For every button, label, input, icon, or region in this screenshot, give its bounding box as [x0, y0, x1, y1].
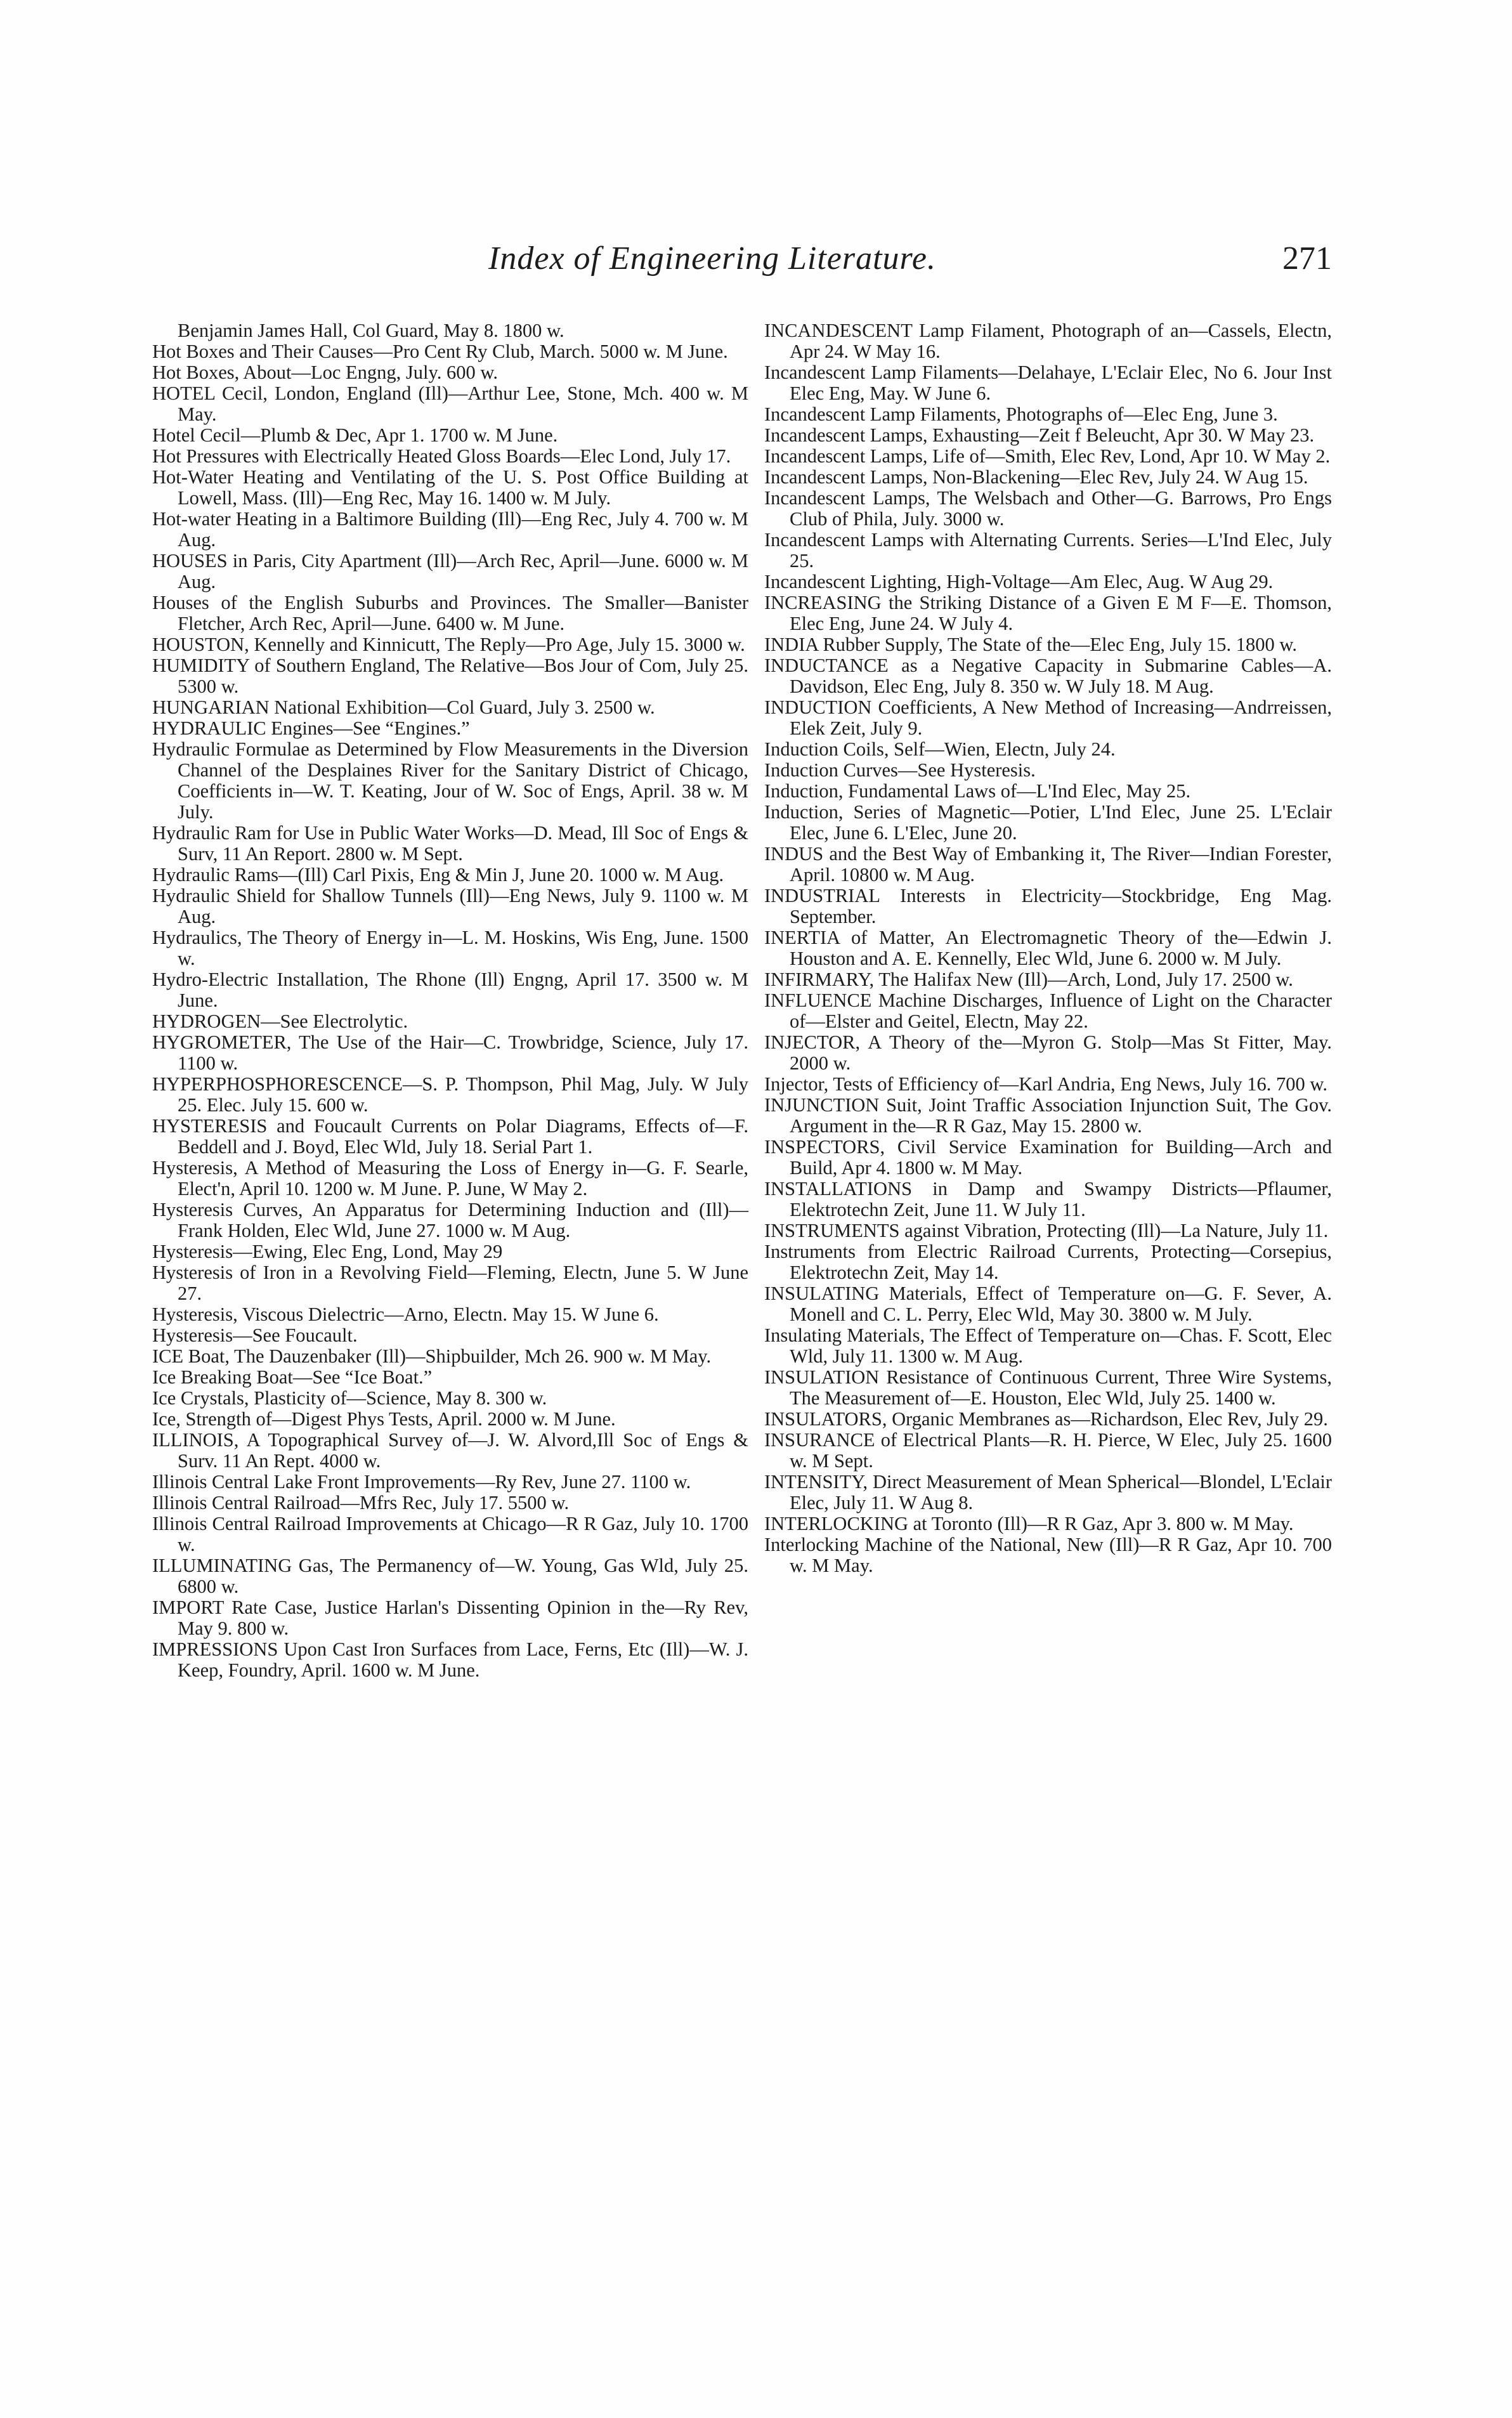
index-entry: HOTEL Cecil, London, England (Ill)—Arthur Lee, Stone, Mch. 400 w. M May.	[152, 382, 748, 425]
index-entry: HOUSES in Paris, City Apartment (Ill)—Arch Rec, April—June. 6000 w. M Aug.	[152, 550, 748, 592]
index-entry: Hot Boxes, About—Loc Engng, July. 600 w.	[152, 362, 499, 383]
index-entry: INSTALLATIONS in Damp and Swampy Districts—Pflaumer, Elektrotechn Zeit, June 11. W July 11.	[764, 1178, 1332, 1220]
index-entry: INCANDESCENT Lamp Filament, Photograph of an—Cassels, Electn, Apr 24. W May 16.	[764, 320, 1332, 362]
index-entry: Insulating Materials, The Effect of Temperature on—Chas. F. Scott, Elec Wld, July 11. 1300 w. M Aug.	[764, 1324, 1332, 1367]
index-entry: Incandescent Lighting, High-Voltage—Am Elec, Aug. W Aug 29.	[764, 571, 1274, 592]
index-entry: HYPERPHOSPHORESCENCE—S. P. Thompson, Phil Mag, July. W July 25. Elec. July 15. 600 w.	[152, 1073, 748, 1116]
index-entry: Hot-Water Heating and Ventilating of the U. S. Post Office Building at Lowell, Mass. (Ill)—Eng Rec, May 16. 1400 w. M July.	[152, 466, 748, 509]
index-entry: INSTRUMENTS against Vibration, Protecting (Ill)—La Nature, July 11.	[764, 1220, 1329, 1241]
index-entry: INSULATION Resistance of Continuous Current, Three Wire Systems, The Measurement of—E. Houston, Elec Wld, July 25. 1400 w.	[764, 1366, 1332, 1409]
index-entry: Houses of the English Suburbs and Provinces. The Smaller—Banister Fletcher, Arch Rec, April—June. 6400 w. M June.	[152, 592, 748, 634]
index-entry: Incandescent Lamps, Exhausting—Zeit f Beleucht, Apr 30. W May 23.	[764, 424, 1315, 446]
index-column-left	[152, 320, 748, 1681]
index-entry: Injector, Tests of Efficiency of—Karl Andria, Eng News, July 16. 700 w.	[764, 1073, 1328, 1095]
index-entry: Interlocking Machine of the National, New (Ill)—R R Gaz, Apr 10. 700 w. M May.	[764, 1534, 1332, 1576]
running-title: Index of Engineering Literature.	[488, 240, 936, 277]
index-entry: Incandescent Lamp Filaments—Delahaye, L'Eclair Elec, No 6. Jour Inst Elec Eng, May. W June 6.	[764, 362, 1332, 404]
index-entry: Hydraulics, The Theory of Energy in—L. M. Hoskins, Wis Eng, June. 1500 w.	[152, 927, 748, 969]
index-entry: Hysteresis—Ewing, Elec Eng, Lond, May 29	[152, 1241, 503, 1262]
index-entry: Incandescent Lamp Filaments, Photographs of—Elec Eng, June 3.	[764, 403, 1278, 425]
index-entry: Illinois Central Lake Front Improvements—Ry Rev, June 27. 1100 w.	[152, 1471, 691, 1493]
index-entry: Hydraulic Shield for Shallow Tunnels (Ill)—Eng News, July 9. 1100 w. M Aug.	[152, 885, 748, 927]
index-entry: Hotel Cecil—Plumb & Dec, Apr 1. 1700 w. M June.	[152, 424, 558, 446]
index-entry: HYGROMETER, The Use of the Hair—C. Trowbridge, Science, July 17. 1100 w.	[152, 1031, 748, 1074]
index-entry: INJECTOR, A Theory of the—Myron G. Stolp—Mas St Fitter, May. 2000 w.	[764, 1031, 1332, 1074]
index-entry: ILLINOIS, A Topographical Survey of—J. W. Alvord,Ill Soc of Engs & Surv. 11 An Rept. 4000 w.	[152, 1429, 748, 1472]
index-entry: Hysteresis, A Method of Measuring the Loss of Energy in—G. F. Searle, Elect'n, April 10. 1200 w. M June. P. June, W May 2.	[152, 1157, 748, 1199]
index-entry: Ice, Strength of—Digest Phys Tests, April. 2000 w. M June.	[152, 1408, 616, 1430]
index-entry: Hydraulic Rams—(Ill) Carl Pixis, Eng & Min J, June 20. 1000 w. M Aug.	[152, 864, 724, 886]
index-entry: HYSTERESIS and Foucault Currents on Polar Diagrams, Effects of—F. Beddell and J. Boyd, Elec Wld, July 18. Serial Part 1.	[152, 1115, 748, 1158]
index-entry: INSURANCE of Electrical Plants—R. H. Pierce, W Elec, July 25. 1600 w. M Sept.	[764, 1429, 1332, 1472]
page-number: 271	[1282, 240, 1332, 277]
index-entry: INDUCTANCE as a Negative Capacity in Submarine Cables—A. Davidson, Elec Eng, July 8. 350 w. W July 18. M Aug.	[764, 655, 1332, 697]
index-entry: INFLUENCE Machine Discharges, Influence of Light on the Character of—Elster and Geitel, Electn, May 22.	[764, 990, 1332, 1032]
index-entry: HUNGARIAN National Exhibition—Col Guard, July 3. 2500 w.	[152, 696, 655, 718]
index-entry: Induction Coils, Self—Wien, Electn, July 24.	[764, 738, 1116, 760]
index-entry: Hydraulic Ram for Use in Public Water Works—D. Mead, Ill Soc of Engs & Surv, 11 An Report. 2800 w. M Sept.	[152, 822, 748, 865]
index-entry: ILLUMINATING Gas, The Permanency of—W. Young, Gas Wld, July 25. 6800 w.	[152, 1555, 748, 1597]
index-entry: Induction, Series of Magnetic—Potier, L'Ind Elec, June 25. L'Eclair Elec, June 6. L'Elec, June 20.	[764, 801, 1332, 844]
index-entry: Hot Pressures with Electrically Heated Gloss Boards—Elec Lond, July 17.	[152, 445, 731, 467]
index-entry: Incandescent Lamps, Life of—Smith, Elec Rev, Lond, Apr 10. W May 2.	[764, 445, 1331, 467]
index-entry: INDUCTION Coefficients, A New Method of Increasing—Andrreissen, Elek Zeit, July 9.	[764, 696, 1332, 739]
index-entry: INJUNCTION Suit, Joint Traffic Association Injunction Suit, The Gov. Argument in the—R R Gaz, May 15. 2800 w.	[764, 1094, 1332, 1137]
index-entry: Hysteresis of Iron in a Revolving Field—Fleming, Electn, June 5. W June 27.	[152, 1262, 748, 1304]
index-entry: Hot-water Heating in a Baltimore Building (Ill)—Eng Rec, July 4. 700 w. M Aug.	[152, 508, 748, 551]
index-entry: Incandescent Lamps with Alternating Currents. Series—L'Ind Elec, July 25.	[764, 529, 1332, 572]
index-entry: Induction Curves—See Hysteresis.	[764, 759, 1036, 781]
index-entry: INDUS and the Best Way of Embanking it, The River—Indian Forester, April. 10800 w. M Aug.	[764, 843, 1332, 886]
index-entry: HYDROGEN—See Electrolytic.	[152, 1010, 408, 1032]
index-entry: Illinois Central Railroad—Mfrs Rec, July 17. 5500 w.	[152, 1492, 570, 1513]
index-entry: INTERLOCKING at Toronto (Ill)—R R Gaz, Apr 3. 800 w. M May.	[764, 1513, 1294, 1534]
index-entry: INSPECTORS, Civil Service Examination for Building—Arch and Build, Apr 4. 1800 w. M May.	[764, 1136, 1332, 1179]
index-entry: INDIA Rubber Supply, The State of the—Elec Eng, July 15. 1800 w.	[764, 634, 1298, 655]
index-entry: Hysteresis—See Foucault.	[152, 1324, 358, 1346]
index-entry: Ice Breaking Boat—See “Ice Boat.”	[152, 1366, 433, 1388]
index-entry: INTENSITY, Direct Measurement of Mean Spherical—Blondel, L'Eclair Elec, July 11. W Aug 8.	[764, 1471, 1332, 1513]
index-entry: Incandescent Lamps, Non-Blackening—Elec Rev, July 24. W Aug 15.	[764, 466, 1308, 488]
page-header	[488, 240, 1332, 291]
index-entry: HOUSTON, Kennelly and Kinnicutt, The Reply—Pro Age, July 15. 3000 w.	[152, 634, 745, 655]
index-entry: INSULATING Materials, Effect of Temperature on—G. F. Sever, A. Monell and C. L. Perry, Elec Wld, May 30. 3800 w. M July.	[764, 1283, 1332, 1325]
index-entry: INFIRMARY, The Halifax New (Ill)—Arch, Lond, July 17. 2500 w.	[764, 969, 1293, 990]
index-column-right	[764, 320, 1332, 1576]
index-entry: HUMIDITY of Southern England, The Relative—Bos Jour of Com, July 25. 5300 w.	[152, 655, 748, 697]
index-entry: Incandescent Lamps, The Welsbach and Other—G. Barrows, Pro Engs Club of Phila, July. 3000 w.	[764, 487, 1332, 530]
index-entry: INDUSTRIAL Interests in Electricity—Stockbridge, Eng Mag. September.	[764, 885, 1332, 927]
index-entry: Hot Boxes and Their Causes—Pro Cent Ry Club, March. 5000 w. M June.	[152, 341, 728, 362]
index-entry: ICE Boat, The Dauzenbaker (Ill)—Shipbuilder, Mch 26. 900 w. M May.	[152, 1345, 712, 1367]
index-entry: HYDRAULIC Engines—See “Engines.”	[152, 717, 470, 739]
index-entry: INCREASING the Striking Distance of a Given E M F—E. Thomson, Elec Eng, June 24. W July 4.	[764, 592, 1332, 634]
index-entry: Hysteresis, Viscous Dielectric—Arno, Electn. May 15. W June 6.	[152, 1304, 659, 1325]
index-entry: Ice Crystals, Plasticity of—Science, May 8. 300 w.	[152, 1387, 547, 1409]
index-entry: IMPRESSIONS Upon Cast Iron Surfaces from Lace, Ferns, Etc (Ill)—W. J. Keep, Foundry, April. 1600 w. M June.	[152, 1638, 748, 1681]
index-entry: Hysteresis Curves, An Apparatus for Determining Induction and (Ill)—Frank Holden, Elec Wld, June 27. 1000 w. M Aug.	[152, 1199, 748, 1241]
index-entry: Benjamin James Hall, Col Guard, May 8. 1800 w.	[178, 320, 564, 341]
index-entry: IMPORT Rate Case, Justice Harlan's Dissenting Opinion in the—Ry Rev, May 9. 800 w.	[152, 1597, 748, 1639]
index-entry: Hydro-Electric Installation, The Rhone (Ill) Engng, April 17. 3500 w. M June.	[152, 969, 748, 1011]
index-entry: Instruments from Electric Railroad Currents, Protecting—Corsepius, Elektrotechn Zeit, May 14.	[764, 1241, 1332, 1283]
index-entry: Illinois Central Railroad Improvements at Chicago—R R Gaz, July 10. 1700 w.	[152, 1513, 748, 1555]
index-entry: INSULATORS, Organic Membranes as—Richardson, Elec Rev, July 29.	[764, 1408, 1328, 1430]
index-entry: Hydraulic Formulae as Determined by Flow Measurements in the Diversion Channel of the Desplaines River for the Sanitary District of Chicago, Coefficients in—W. T. Keating, Jour of W. Soc of Engs, April. 38 w. M July.	[152, 738, 748, 823]
index-entry: Induction, Fundamental Laws of—L'Ind Elec, May 25.	[764, 780, 1191, 802]
index-entry: INERTIA of Matter, An Electromagnetic Theory of the—Edwin J. Houston and A. E. Kennelly, Elec Wld, June 6. 2000 w. M July.	[764, 927, 1332, 969]
